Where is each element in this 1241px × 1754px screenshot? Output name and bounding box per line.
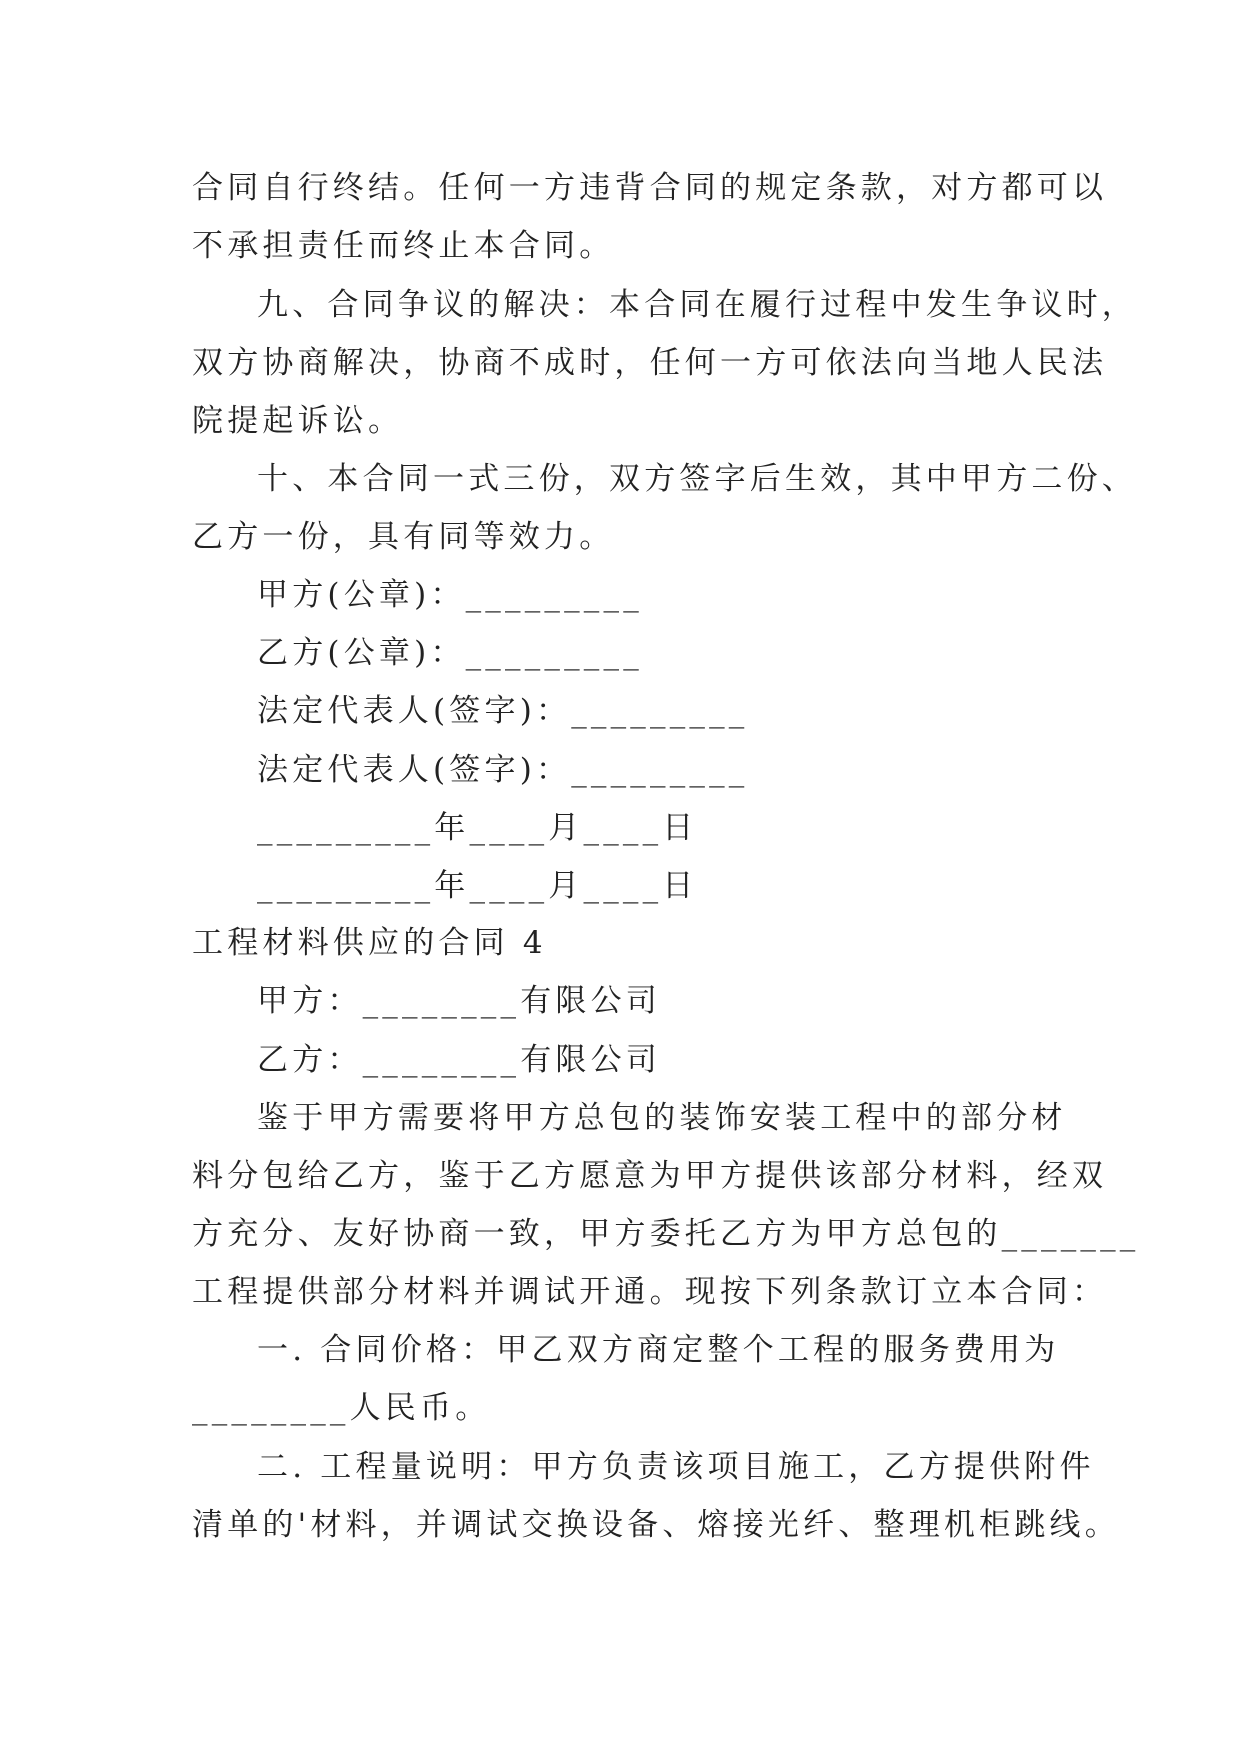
text-line: 合同自行终结。任何一方违背合同的规定条款，对方都可以 — [192, 170, 1108, 206]
text-line: 鉴于甲方需要将甲方总包的装饰安装工程中的部分材 — [257, 1100, 1067, 1136]
text-line: 清单的'材料，并调试交换设备、熔接光纤、整理机柜跳线。 — [192, 1507, 1120, 1543]
text-line: 二. 工程量说明：甲方负责该项目施工，乙方提供附件 — [257, 1449, 1095, 1485]
section-title: 工程材料供应的合同 4 — [192, 925, 547, 961]
text-line: ________人民币。 — [192, 1390, 491, 1426]
date-line: _________年____月____日 — [257, 810, 698, 846]
signature-line: 法定代表人(签字)：_________ — [257, 693, 749, 729]
text-line: 乙方一份，具有同等效力。 — [192, 519, 615, 555]
text-line: 一. 合同价格：甲乙双方商定整个工程的服务费用为 — [257, 1332, 1060, 1368]
text-line: 九、合同争议的解决：本合同在履行过程中发生争议时， — [257, 287, 1137, 323]
signature-line: 甲方(公章)：_________ — [257, 577, 643, 613]
signature-line: 法定代表人(签字)：_________ — [257, 752, 749, 788]
party-line: 甲方：________有限公司 — [257, 983, 661, 1019]
text-line: 不承担责任而终止本合同。 — [192, 228, 615, 264]
text-line: 料分包给乙方，鉴于乙方愿意为甲方提供该部分材料，经双 — [192, 1158, 1108, 1194]
signature-line: 乙方(公章)：_________ — [257, 635, 643, 671]
text-line: 院提起诉讼。 — [192, 403, 404, 439]
date-line: _________年____月____日 — [257, 868, 698, 904]
text-line: 工程提供部分材料并调试开通。现按下列条款订立本合同： — [192, 1274, 1108, 1310]
text-line: 方充分、友好协商一致，甲方委托乙方为甲方总包的_______ — [192, 1216, 1140, 1252]
text-line: 双方协商解决，协商不成时，任何一方可依法向当地人民法 — [192, 345, 1108, 381]
text-line: 十、本合同一式三份，双方签字后生效，其中甲方二份、 — [257, 461, 1137, 497]
party-line: 乙方：________有限公司 — [257, 1042, 661, 1078]
